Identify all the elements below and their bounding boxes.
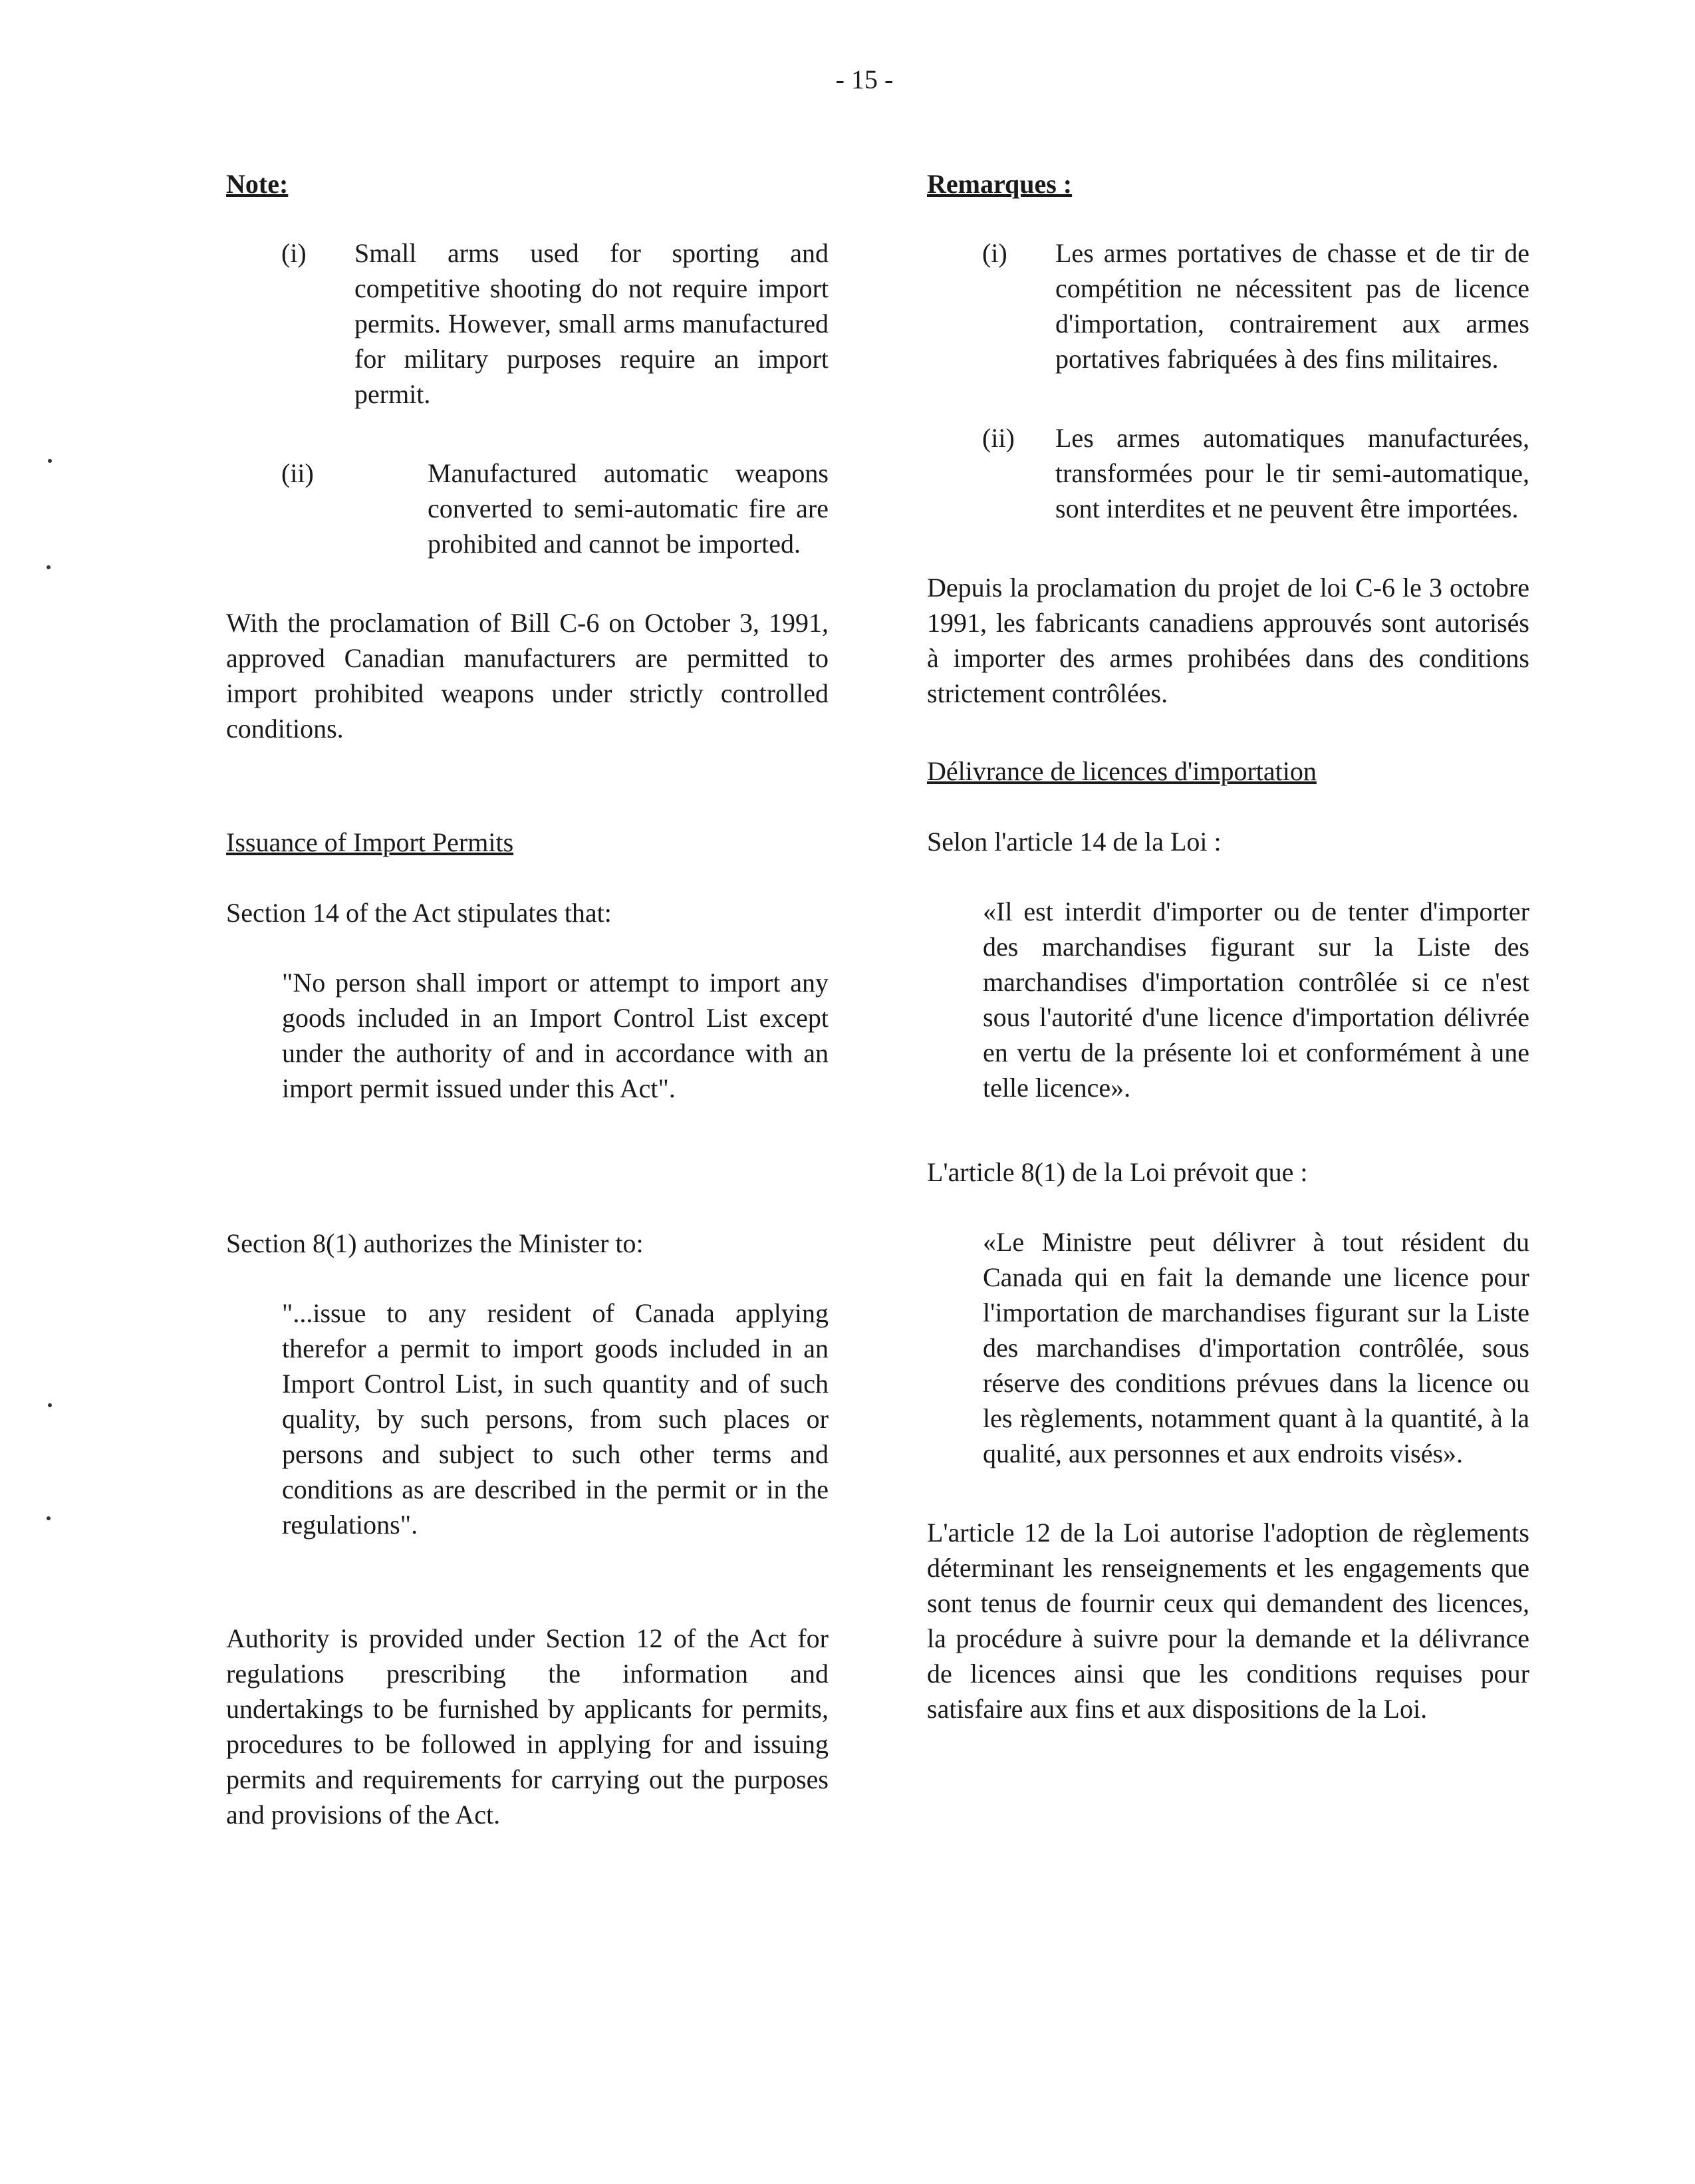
projet-loi-paragraph: Depuis la proclamation du projet de loi C-6 le 3 octobre 1991, les fabricants canadiens approuvés sont autorisés à importer des armes prohibées dans des conditions strictement contrôlées. [927,573,1529,708]
note-heading: Note: [226,169,289,199]
note-number: (ii) [281,458,314,488]
section8-quote: "...issue to any resident of Canada applying therefor a permit to import goods included in an Import Control List, in such quantity and of such quality, by such persons, from such places or persons and subject to such other terms and conditions as are described in the permit or in the regulations". [282,1298,829,1540]
note-text: Small arms used for sporting and competitive shooting do not require import permits. However, small arms manufactured for military purposes require an import permit. [354,238,829,409]
section14-quote: "No person shall import or attempt to import any goods included in an Import Control List except under the authority of and in accordance with an import permit issued under this Act". [282,968,829,1103]
authority-paragraph: Authority is provided under Section 12 of the Act for regulations prescribing the information and undertakings to be furnished by applicants for permits, procedures to be followed in applying for and issuing permits and requirements for carrying out the purposes and provisions of the Act. [226,1623,829,1830]
note-number: (i) [982,238,1007,268]
article14-intro: Selon l'article 14 de la Loi : [927,827,1222,857]
note-text: Manufactured automatic weapons converted to semi-automatic fire are prohibited and cannot be imported. [428,458,829,559]
note-item-i [226,235,829,412]
english-column [226,166,829,1832]
scan-speck [48,459,52,463]
section14-intro: Section 14 of the Act stipulates that: [226,898,612,928]
scan-speck [48,1403,52,1407]
delivrance-heading: Délivrance de licences d'importation [927,756,1317,786]
scan-speck [47,1516,51,1520]
note-text: Les armes portatives de chasse et de tir de compétition ne nécessitent pas de licence d'importation, contrairement aux armes portatives fabriquées à des fins militaires. [1055,238,1529,374]
remarques-heading: Remarques : [927,169,1073,199]
article14-quote: «Il est interdit d'importer ou de tenter d'importer des marchandises figurant sur la Liste des marchandises d'importation contrôlée si ce n'est sous l'autorité d'une licence d'importation délivrée en vertu de la présente loi et conformément à une telle licence». [983,896,1529,1103]
article8-intro: L'article 8(1) de la Loi prévoit que : [927,1157,1308,1187]
note-number: (ii) [982,423,1015,453]
section8-intro: Section 8(1) authorizes the Minister to: [226,1228,644,1258]
page-number: - 15 - [835,65,894,94]
scan-speck [47,565,51,569]
bill-c6-paragraph: With the proclamation of Bill C-6 on October 3, 1991, approved Canadian manufacturers are permitted to import prohibited weapons under strictly controlled conditions. [226,608,829,744]
note-text: Les armes automatiques manufacturées, transformées pour le tir semi-automatique, sont interdites et ne peuvent être importées. [1055,423,1529,523]
note-number: (i) [281,238,307,268]
remarque-item-i [927,235,1529,376]
note-item-ii [226,456,829,561]
issuance-heading: Issuance of Import Permits [226,827,514,857]
french-column [927,166,1529,1726]
article8-quote: «Le Ministre peut délivrer à tout résident du Canada qui en fait la demande une licence pour l'importation de marchandises figurant sur la Liste des marchandises d'importation contrôlée, sous réserve des conditions prévues dans la licence ou les règlements, notamment quant à la quantité, à la qualité, aux personnes et aux endroits visés». [983,1227,1529,1468]
article12-paragraph: L'article 12 de la Loi autorise l'adoption de règlements déterminant les renseignements et les engagements que sont tenus de fournir ceux qui demandent des licences, la procédure à suivre pour la demande et la délivrance de licences ainsi que les conditions requises pour satisfaire aux fins et aux dispositions de la Loi. [927,1518,1529,1724]
remarque-item-ii [927,420,1529,526]
